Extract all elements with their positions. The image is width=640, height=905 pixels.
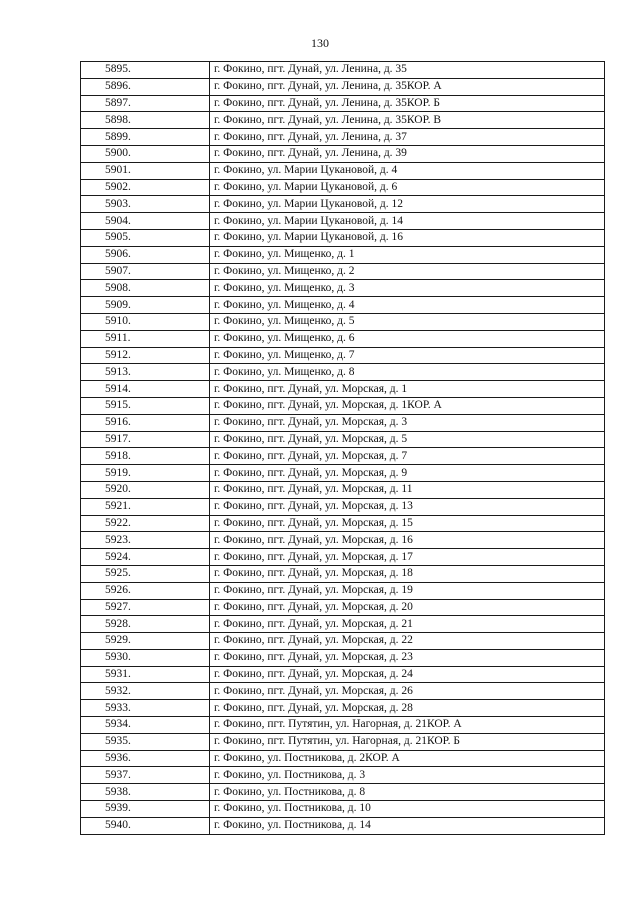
table-row (81, 498, 605, 515)
row-number: 5918. (81, 448, 210, 465)
table-row (81, 817, 605, 834)
row-number: 5897. (81, 95, 210, 112)
row-number: 5900. (81, 145, 210, 162)
table-row (81, 95, 605, 112)
row-address: г. Фокино, пгт. Дунай, ул. Ленина, д. 35 (210, 62, 605, 79)
row-number: 5905. (81, 229, 210, 246)
row-number: 5914. (81, 381, 210, 398)
row-address: г. Фокино, ул. Мищенко, д. 8 (210, 364, 605, 381)
table-row (81, 381, 605, 398)
row-address: г. Фокино, пгт. Дунай, ул. Морская, д. 23 (210, 649, 605, 666)
row-address: г. Фокино, ул. Постникова, д. 2КОР. А (210, 750, 605, 767)
row-number: 5906. (81, 246, 210, 263)
row-number: 5917. (81, 431, 210, 448)
row-number: 5904. (81, 213, 210, 230)
row-number: 5930. (81, 649, 210, 666)
row-address: г. Фокино, пгт. Дунай, ул. Морская, д. 28 (210, 700, 605, 717)
table-row (81, 549, 605, 566)
table-row (81, 246, 605, 263)
table-row (81, 733, 605, 750)
row-number: 5916. (81, 414, 210, 431)
row-number: 5926. (81, 582, 210, 599)
table-row (81, 112, 605, 129)
row-address: г. Фокино, ул. Мищенко, д. 6 (210, 330, 605, 347)
row-address: г. Фокино, пгт. Дунай, ул. Морская, д. 20 (210, 599, 605, 616)
row-address: г. Фокино, ул. Мищенко, д. 2 (210, 263, 605, 280)
row-number: 5923. (81, 532, 210, 549)
table-row (81, 700, 605, 717)
table-row (81, 666, 605, 683)
row-number: 5909. (81, 297, 210, 314)
table-row (81, 347, 605, 364)
row-number: 5913. (81, 364, 210, 381)
row-number: 5933. (81, 700, 210, 717)
row-address: г. Фокино, пгт. Дунай, ул. Морская, д. 1 (210, 381, 605, 398)
table-row (81, 179, 605, 196)
row-number: 5929. (81, 633, 210, 650)
table-row (81, 649, 605, 666)
table-row (81, 767, 605, 784)
row-number: 5928. (81, 616, 210, 633)
table-row (81, 213, 605, 230)
row-number: 5927. (81, 599, 210, 616)
row-number: 5934. (81, 717, 210, 734)
table-row (81, 633, 605, 650)
row-address: г. Фокино, ул. Постникова, д. 14 (210, 817, 605, 834)
page-number: 130 (311, 36, 329, 50)
row-number: 5924. (81, 549, 210, 566)
row-address: г. Фокино, ул. Марии Цукановой, д. 14 (210, 213, 605, 230)
row-number: 5937. (81, 767, 210, 784)
row-number: 5938. (81, 784, 210, 801)
table-row (81, 801, 605, 818)
row-address: г. Фокино, пгт. Дунай, ул. Морская, д. 22 (210, 633, 605, 650)
row-address: г. Фокино, пгт. Путятин, ул. Нагорная, д. 21КОР. Б (210, 733, 605, 750)
row-address: г. Фокино, пгт. Дунай, ул. Морская, д. 21 (210, 616, 605, 633)
row-address: г. Фокино, ул. Мищенко, д. 7 (210, 347, 605, 364)
table-row (81, 431, 605, 448)
address-table-body (81, 62, 605, 835)
row-address: г. Фокино, пгт. Дунай, ул. Морская, д. 5 (210, 431, 605, 448)
row-address: г. Фокино, пгт. Дунай, ул. Морская, д. 7 (210, 448, 605, 465)
row-address: г. Фокино, ул. Марии Цукановой, д. 16 (210, 229, 605, 246)
table-row (81, 162, 605, 179)
row-address: г. Фокино, ул. Мищенко, д. 1 (210, 246, 605, 263)
table-row (81, 582, 605, 599)
row-address: г. Фокино, пгт. Дунай, ул. Морская, д. 13 (210, 498, 605, 515)
row-number: 5921. (81, 498, 210, 515)
table-row (81, 565, 605, 582)
row-number: 5931. (81, 666, 210, 683)
row-address: г. Фокино, ул. Мищенко, д. 5 (210, 313, 605, 330)
row-number: 5922. (81, 515, 210, 532)
row-address: г. Фокино, пгт. Дунай, ул. Ленина, д. 35КОР. Б (210, 95, 605, 112)
row-address: г. Фокино, ул. Мищенко, д. 3 (210, 280, 605, 297)
row-address: г. Фокино, ул. Мищенко, д. 4 (210, 297, 605, 314)
row-address: г. Фокино, пгт. Дунай, ул. Ленина, д. 37 (210, 129, 605, 146)
table-row (81, 683, 605, 700)
table-row (81, 750, 605, 767)
row-address: г. Фокино, пгт. Дунай, ул. Ленина, д. 35КОР. А (210, 78, 605, 95)
table-row (81, 364, 605, 381)
row-address: г. Фокино, пгт. Дунай, ул. Морская, д. 17 (210, 549, 605, 566)
row-address: г. Фокино, ул. Марии Цукановой, д. 12 (210, 196, 605, 213)
row-number: 5907. (81, 263, 210, 280)
row-number: 5912. (81, 347, 210, 364)
row-address: г. Фокино, ул. Марии Цукановой, д. 6 (210, 179, 605, 196)
address-table (80, 61, 605, 835)
row-number: 5902. (81, 179, 210, 196)
table-row (81, 532, 605, 549)
table-row (81, 465, 605, 482)
table-row (81, 196, 605, 213)
table-row (81, 330, 605, 347)
row-address: г. Фокино, пгт. Путятин, ул. Нагорная, д. 21КОР. А (210, 717, 605, 734)
table-row (81, 717, 605, 734)
row-number: 5939. (81, 801, 210, 818)
row-address: г. Фокино, пгт. Дунай, ул. Морская, д. 24 (210, 666, 605, 683)
row-address: г. Фокино, ул. Постникова, д. 10 (210, 801, 605, 818)
table-row (81, 313, 605, 330)
row-number: 5903. (81, 196, 210, 213)
row-number: 5919. (81, 465, 210, 482)
row-number: 5899. (81, 129, 210, 146)
row-number: 5925. (81, 565, 210, 582)
table-row (81, 414, 605, 431)
row-number: 5940. (81, 817, 210, 834)
table-row (81, 599, 605, 616)
row-address: г. Фокино, пгт. Дунай, ул. Морская, д. 26 (210, 683, 605, 700)
row-address: г. Фокино, ул. Марии Цукановой, д. 4 (210, 162, 605, 179)
row-number: 5895. (81, 62, 210, 79)
row-number: 5898. (81, 112, 210, 129)
table-row (81, 263, 605, 280)
row-number: 5920. (81, 481, 210, 498)
table-row (81, 280, 605, 297)
row-number: 5896. (81, 78, 210, 95)
row-number: 5910. (81, 313, 210, 330)
row-address: г. Фокино, пгт. Дунай, ул. Морская, д. 16 (210, 532, 605, 549)
table-row (81, 616, 605, 633)
row-address: г. Фокино, ул. Постникова, д. 3 (210, 767, 605, 784)
table-row (81, 448, 605, 465)
row-number: 5936. (81, 750, 210, 767)
table-row (81, 229, 605, 246)
table-row (81, 515, 605, 532)
row-number: 5908. (81, 280, 210, 297)
table-row (81, 129, 605, 146)
table-row (81, 784, 605, 801)
row-number: 5911. (81, 330, 210, 347)
row-address: г. Фокино, пгт. Дунай, ул. Морская, д. 15 (210, 515, 605, 532)
table-row (81, 62, 605, 79)
table-row (81, 78, 605, 95)
row-address: г. Фокино, пгт. Дунай, ул. Морская, д. 1КОР. А (210, 397, 605, 414)
row-address: г. Фокино, пгт. Дунай, ул. Ленина, д. 39 (210, 145, 605, 162)
row-address: г. Фокино, пгт. Дунай, ул. Морская, д. 11 (210, 481, 605, 498)
row-number: 5915. (81, 397, 210, 414)
row-address: г. Фокино, пгт. Дунай, ул. Морская, д. 3 (210, 414, 605, 431)
row-number: 5901. (81, 162, 210, 179)
row-address: г. Фокино, пгт. Дунай, ул. Ленина, д. 35КОР. В (210, 112, 605, 129)
row-address: г. Фокино, пгт. Дунай, ул. Морская, д. 19 (210, 582, 605, 599)
table-row (81, 397, 605, 414)
table-row (81, 145, 605, 162)
table-row (81, 481, 605, 498)
row-number: 5932. (81, 683, 210, 700)
row-address: г. Фокино, пгт. Дунай, ул. Морская, д. 18 (210, 565, 605, 582)
row-address: г. Фокино, пгт. Дунай, ул. Морская, д. 9 (210, 465, 605, 482)
row-number: 5935. (81, 733, 210, 750)
table-row (81, 297, 605, 314)
row-address: г. Фокино, ул. Постникова, д. 8 (210, 784, 605, 801)
